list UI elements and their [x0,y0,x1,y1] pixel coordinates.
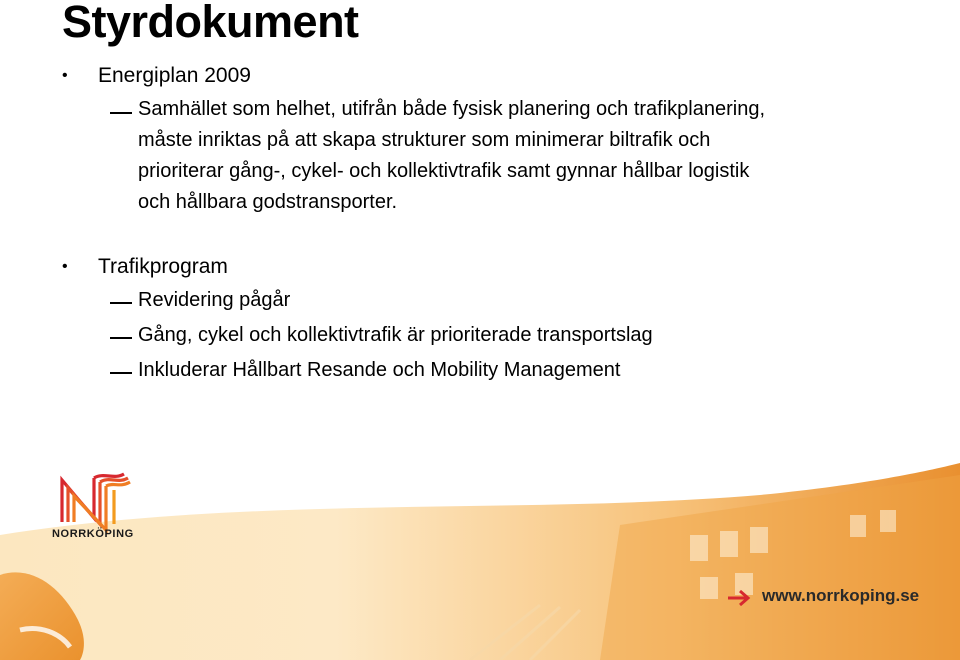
text-line: Samhället som helhet, utifrån både fysisk planering och trafikplanering, [138,98,766,120]
list-item [138,320,928,351]
section-heading: Trafikprogram [98,255,228,278]
dash-marker [110,112,132,114]
text-line: och hållbara godstransporter. [138,191,398,213]
text-line: prioriterar gång-, cykel- och kollektivtrafik samt gynnar hållbar logistik [138,160,750,182]
dash-marker [110,302,132,304]
energiplan-text [138,94,928,218]
footer-banner [0,455,960,660]
list-item-text: Gång, cykel och kollektivtrafik är prioriterade transportslag [138,324,653,346]
list-item [138,355,928,386]
logo-wordmark: NORRKÖPING [52,528,134,540]
list-item [138,285,928,316]
website-link[interactable]: www.norrkoping.se [762,586,920,605]
bullet-dot: • [62,258,68,275]
list-item-text: Inkluderar Hållbart Resande och Mobility Management [138,359,621,381]
dash-marker [110,337,132,339]
list-item-text: Revidering pågår [138,289,291,311]
arrow-right-icon [726,588,756,608]
text-line: måste inriktas på att skapa strukturer som minimerar biltrafik och [138,129,711,151]
slide-title: Styrdokument [62,0,359,47]
section-heading: Energiplan 2009 [98,64,251,87]
bullet-dot: • [62,67,68,84]
dash-marker [110,372,132,374]
